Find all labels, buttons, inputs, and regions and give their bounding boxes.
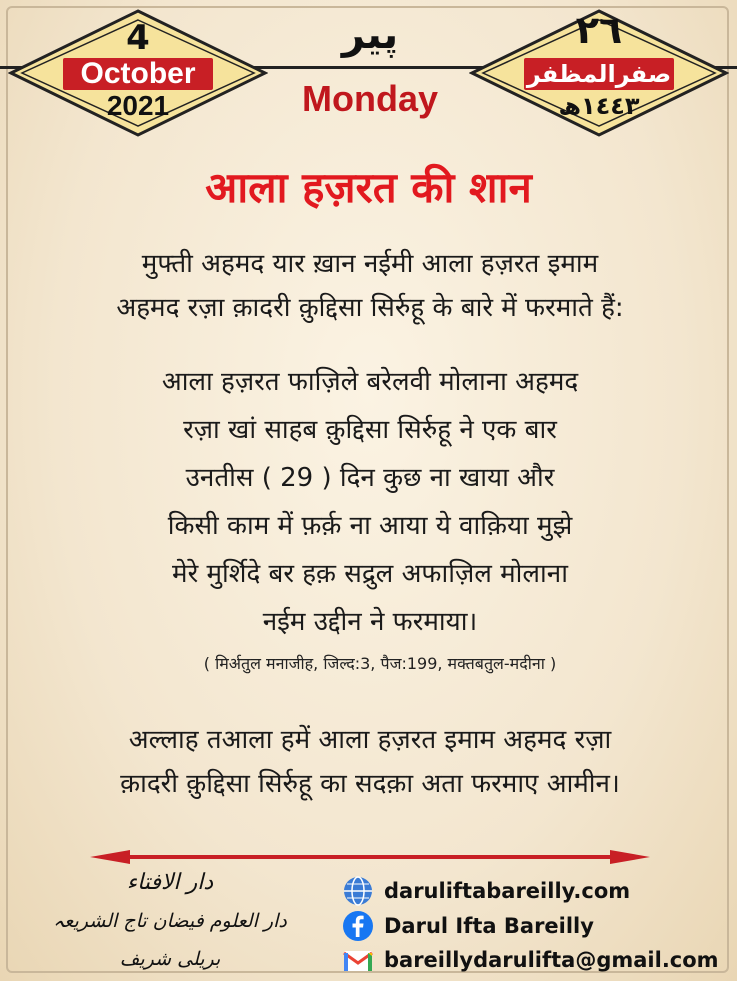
gregorian-day: 4 (126, 18, 150, 58)
quote-line: रज़ा खां साहब क़ुद्दिसा सिर्रुहू ने एक बार (183, 415, 557, 445)
dua-line: अल्लाह तआला हमें आला हज़रत इमाम अहमद रज़ा (128, 725, 612, 755)
quote-line: उनतीस ( 29 ) दिन कुछ ना खाया और (185, 463, 555, 493)
gregorian-month-ribbon (63, 58, 213, 90)
intro-paragraph (40, 242, 700, 330)
hijri-month: صفرالمظفر (526, 60, 672, 88)
page-title: आला हज़रत की शान (205, 163, 532, 212)
weekday-block (270, 0, 470, 130)
dua-paragraph (40, 718, 700, 806)
weekday-urdu: پیر (341, 12, 399, 58)
globe-icon (342, 875, 374, 907)
hijri-date-badge (469, 8, 729, 138)
email-link[interactable] (342, 943, 719, 977)
gregorian-year: 2021 (106, 90, 170, 121)
quote-line: मेरे मुर्शिदे बर हक़ सद्रुल अफाज़िल मोलाना (172, 559, 568, 589)
quote-line: आला हज़रत फाज़िले बरेलवी मोलाना अहमद (161, 367, 579, 397)
hijri-month-ribbon (524, 58, 674, 90)
org-name: دار الافتاء (126, 870, 214, 895)
quote-line: नईम उद्दीन ने फरमाया। (262, 607, 478, 637)
organization-block (20, 868, 320, 974)
intro-line: अहमद रज़ा क़ादरी क़ुद्दिसा सिर्रुहू के बारे में फरमाते हैं: (116, 293, 624, 323)
dua-line: क़ादरी क़ुद्दिसा सिर्रुहू का सदक़ा अता फरमाए आमीन। (120, 769, 620, 799)
email-text: bareillydarulifta@gmail.com (384, 948, 719, 972)
org-city: بریلی شریف (119, 948, 221, 970)
double-arrow-divider (90, 850, 650, 864)
website-link[interactable] (342, 874, 630, 908)
facebook-link[interactable] (342, 909, 594, 943)
quote-paragraph (70, 358, 670, 646)
gregorian-date-badge (8, 8, 268, 138)
intro-line: मुफ्ती अहमद यार ख़ान नईमी आला हज़रत इमाम (141, 249, 599, 279)
facebook-text: Darul Ifta Bareilly (384, 914, 594, 938)
org-institution: دار العلوم فیضان تاج الشریعہ (53, 910, 287, 932)
gregorian-month: October (80, 57, 196, 90)
weekday-english: Monday (301, 78, 438, 119)
hijri-day: ٢٦ (575, 8, 623, 52)
hijri-year: ١٤٤٣ھ (558, 92, 640, 120)
facebook-icon (342, 910, 374, 942)
gmail-icon (342, 944, 374, 976)
citation: ( मिर्अतुल मनाजीह, जिल्द:3, पैज:199, मक्तबतुल-मदीना ) (203, 654, 557, 673)
website-text: darulift​abareilly.com (384, 879, 631, 903)
quote-line: किसी काम में फ़र्क़ ना आया ये वाक़िया मुझे (167, 511, 573, 541)
